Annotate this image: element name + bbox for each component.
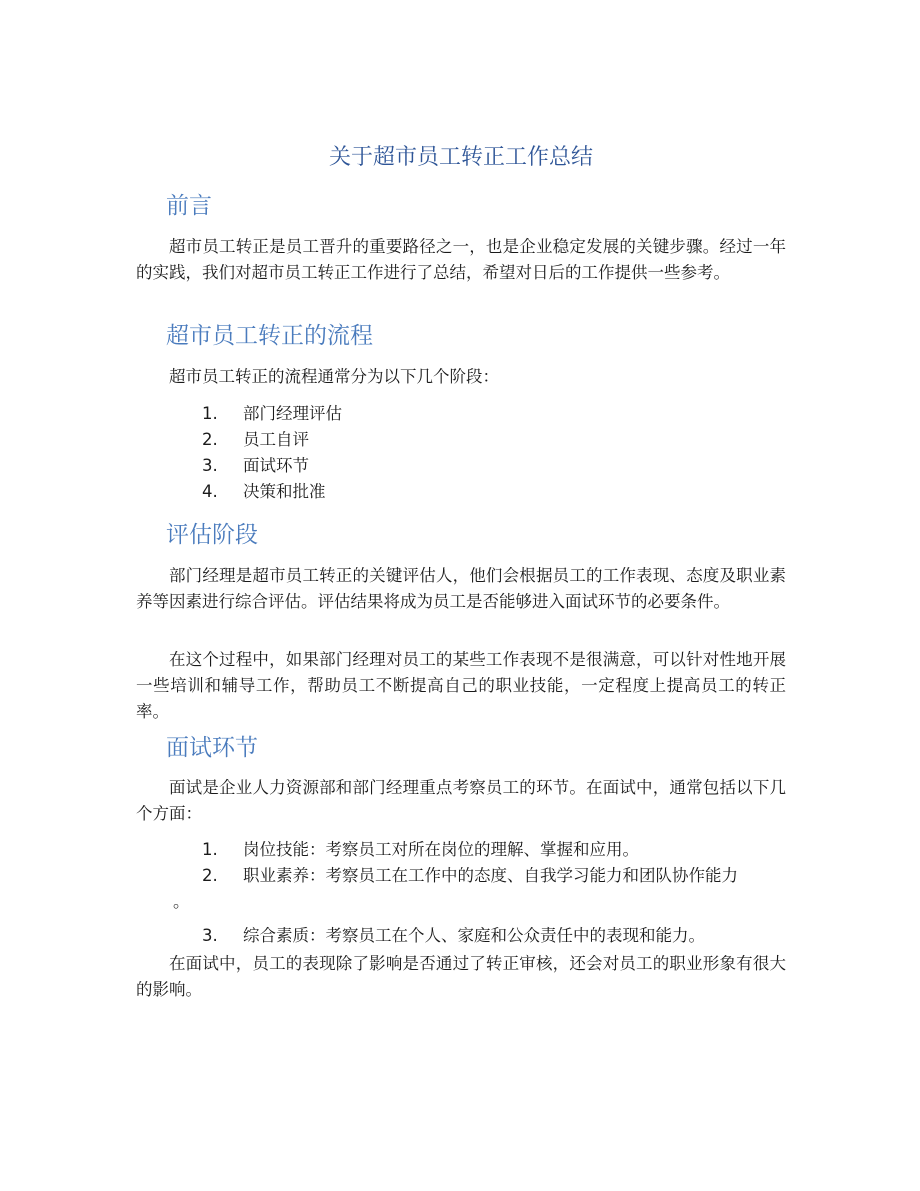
list-number: 3. xyxy=(202,926,218,945)
interview-items-list xyxy=(136,837,786,949)
list-number: 2. xyxy=(202,866,218,885)
interview-intro: 面试是企业人力资源部和部门经理重点考察员工的环节。在面试中，通常包括以下几个方面： xyxy=(136,778,786,823)
heading-interview: 面试环节 xyxy=(166,735,258,761)
evaluation-paragraph-1: 部门经理是超市员工转正的关键评估人，他们会根据员工的工作表现、态度及职业素养等因素进行综合评估。评估结果将成为员工是否能够进入面试环节的必要条件。 xyxy=(136,566,786,611)
list-item xyxy=(136,401,786,427)
evaluation-paragraph-2: 在这个过程中，如果部门经理对员工的某些工作表现不是很满意，可以针对性地开展一些培训和辅导工作，帮助员工不断提高自己的职业技能，一定程度上提高员工的转正率。 xyxy=(136,650,786,721)
list-number: 2. xyxy=(202,430,218,449)
heading-process: 超市员工转正的流程 xyxy=(166,323,373,349)
list-text: 面试环节 xyxy=(243,456,309,475)
list-item xyxy=(136,923,786,949)
process-steps-list xyxy=(136,401,786,505)
document-title: 关于超市员工转正工作总结 xyxy=(328,145,593,170)
heading-preface: 前言 xyxy=(166,193,212,219)
process-intro: 超市员工转正的流程通常分为以下几个阶段： xyxy=(169,367,499,386)
preface-paragraph: 超市员工转正是员工晋升的重要路径之一，也是企业稳定发展的关键步骤。经过一年的实践，我们对超市员工转正工作进行了总结，希望对日后的工作提供一些参考。 xyxy=(136,237,786,282)
list-number: 1. xyxy=(202,404,218,423)
heading-evaluation: 评估阶段 xyxy=(166,522,258,548)
list-item xyxy=(136,479,786,505)
list-text: 部门经理评估 xyxy=(243,404,342,423)
list-item xyxy=(136,863,786,915)
list-item xyxy=(136,837,786,863)
list-item xyxy=(136,427,786,453)
list-text: 员工自评 xyxy=(243,430,309,449)
list-text-tail: 。 xyxy=(173,892,190,911)
interview-closing: 在面试中，员工的表现除了影响是否通过了转正审核，还会对员工的职业形象有很大的影响。 xyxy=(136,954,786,999)
list-number: 3. xyxy=(202,456,218,475)
list-number: 1. xyxy=(202,840,218,859)
list-item xyxy=(136,453,786,479)
list-text: 职业素养：考察员工在工作中的态度、自我学习能力和团队协作能力 xyxy=(243,866,738,885)
list-text: 岗位技能：考察员工对所在岗位的理解、掌握和应用。 xyxy=(243,840,639,859)
list-text: 决策和批准 xyxy=(243,482,326,501)
list-number: 4. xyxy=(202,482,218,501)
list-text: 综合素质：考察员工在个人、家庭和公众责任中的表现和能力。 xyxy=(243,926,705,945)
